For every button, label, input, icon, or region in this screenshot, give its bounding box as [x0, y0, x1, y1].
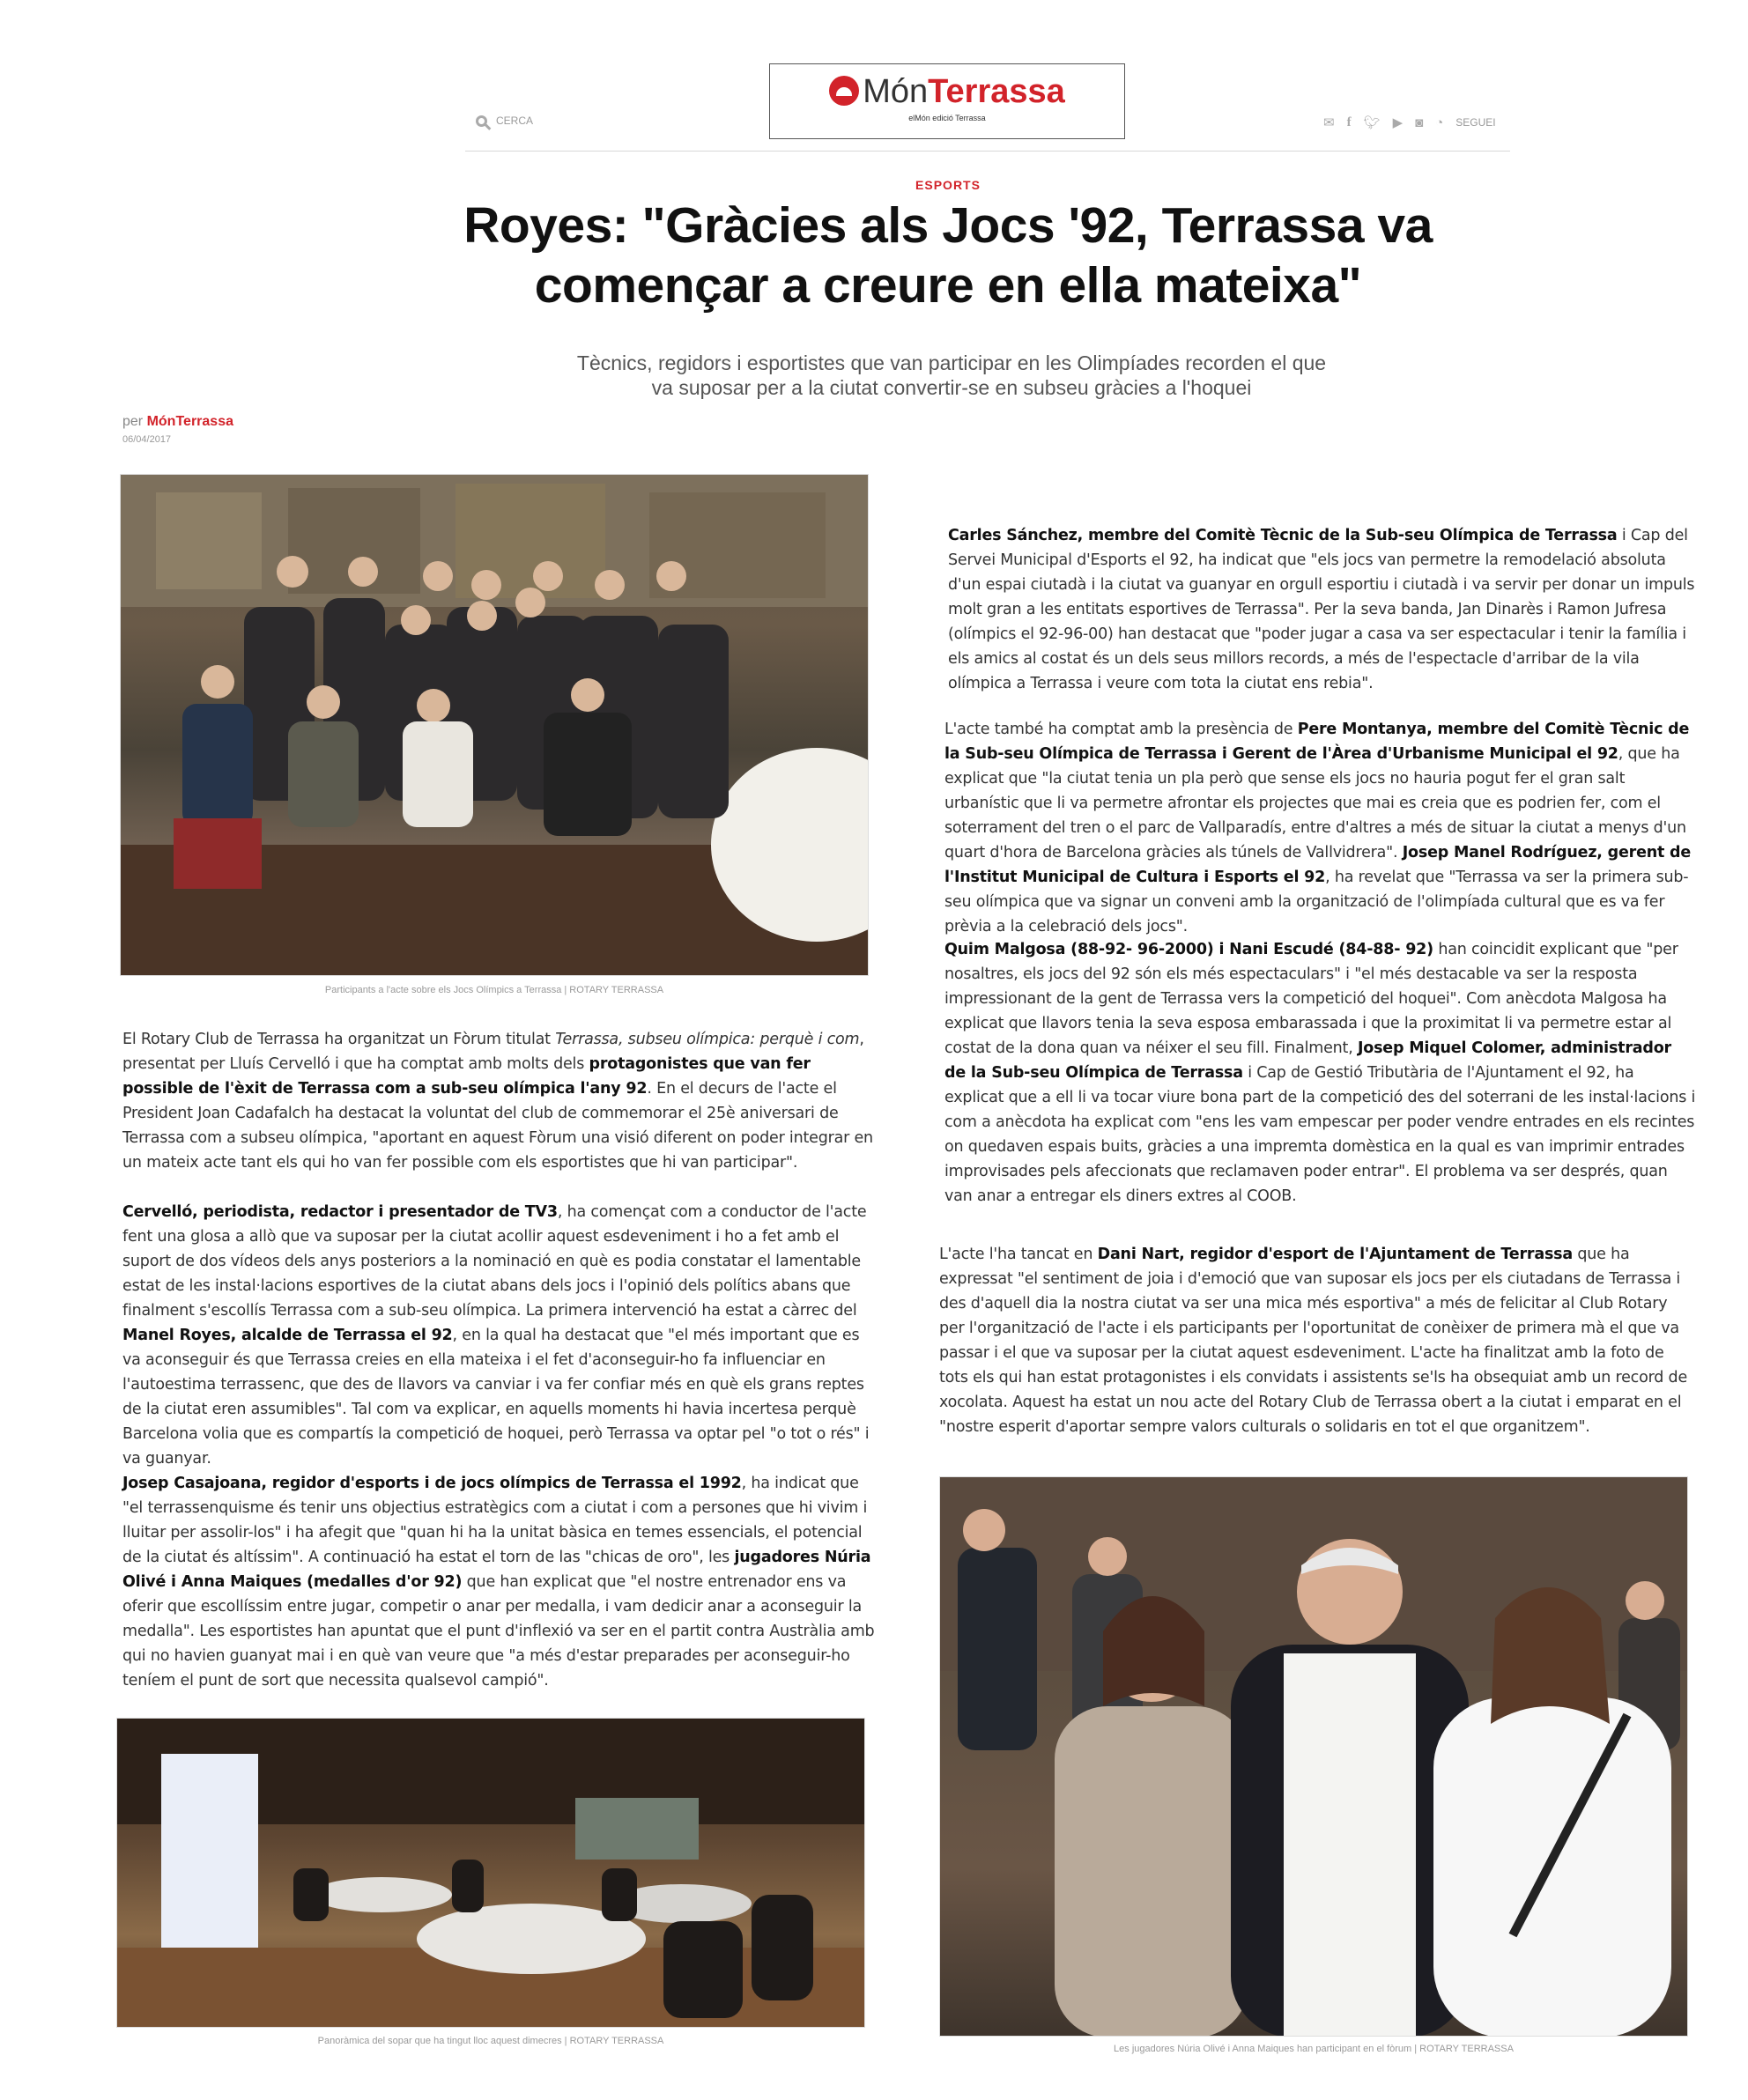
- dinner-panorama-illustration: [117, 1719, 865, 2028]
- facebook-icon[interactable]: f: [1346, 115, 1352, 129]
- site-logo[interactable]: [769, 63, 1125, 139]
- logo-subtitle: elMón edició Terrassa: [908, 114, 986, 122]
- article-title: Royes: "Gràcies als Jocs '92, Terrassa va començar a creure en ella mateixa": [463, 197, 1433, 314]
- youtube-icon[interactable]: ▶: [1392, 115, 1404, 130]
- follow-label[interactable]: SEGUEI: [1455, 116, 1496, 129]
- instagram-icon[interactable]: ◙: [1415, 115, 1424, 130]
- search-icon[interactable]: [476, 115, 487, 127]
- paragraph-montanya: L'acte també ha comptat amb la presència de Pere Montanya, membre del Comitè Tècnic de la Sub-seu Olímpica de Terrassa i Gerent de l'Àrea d'Urbanisme Municipal el 92, que ha explicat que "la ciutat tenia un pla però que sense els jocs no hauria pogut fer el gran salt urbanístic que li va permetre afrontar els projectes que mai es creia que es podrien fer, com el soterrament del tren o el parc de Vallparadís, entre d'altres a més de situar la ciutat a menys d'un quart d'hora de Barcelona gràcies als túnels de Vallvidrera". Josep Manel Rodríguez, gerent de l'Institut Municipal de Cultura i Esports el 92, ha revelat que "Terrassa va ser la primera sub-seu olímpica que va signar un conveni amb la organització de l'olimpíada cultural que es va fer prèvia a la celebració dels jocs".: [944, 721, 1692, 935]
- header-divider: [465, 151, 1510, 152]
- paragraph-intro: El Rotary Club de Terrassa ha organitzat un Fòrum titulat Terrassa, subseu olímpica: perquè i com, presentat per Lluís Cervelló i que ha comptat amb molts dels protagonistes que van fer possible de l'èxit de Terrassa com a sub-seu olímpica l'any 92. En el decurs de l'acte el President Joan Cadafalch ha destacat la voluntat del club de commemorar el 25è aniversari de Terrassa com a subseu olímpica, "aportant en aquest Fòrum una visió diferent on poder integrar en un mateix acte tant els qui ho van fer possible com els esportistes que hi van participar".: [122, 1031, 873, 1172]
- players-photo-illustration: [940, 1477, 1688, 2037]
- photo1-caption: Participants a l'acte sobre els Jocs Olímpics a Terrassa | ROTARY TERRASSA: [324, 985, 664, 995]
- group-photo: [120, 474, 869, 976]
- search-box[interactable]: [476, 115, 533, 127]
- byline: [122, 414, 233, 430]
- paragraph-casajoana: Josep Casajoana, regidor d'esports i de jocs olímpics de Terrassa el 1992, ha indicat que "el terrassenquisme és tenir uns objectius estratègics com a ciutat i com a persones que hi vivim i lluitar per assolir-los" i ha afegit que "quan hi ha la unitat bàsica en temes essencials, el potencial de la ciutat és altíssim". A continuació ha estat el torn de las "chicas de oro", les jugadores Núria Olivé i Anna Maiques (medalles d'or 92) que han explicat que "el nostre entrenador ens va oferir que escollíssim entre jugar, competir o anar per medalla, i vam dedicir anar a aconseguir la medalla". Les esportistes han apuntat que el punt d'inflexió va ser en el partit contra Austràlia amb qui no havien guanyat mai i en què van veure que "a més d'estar preparades per aconseguir-ho teníem el punt de sort que necessita qualsevol campió".: [122, 1475, 875, 1690]
- publish-date: 06/04/2017: [122, 434, 172, 445]
- dinner-panorama-photo: [116, 1718, 865, 2028]
- author-link[interactable]: MónTerrassa: [146, 414, 233, 429]
- rss-icon[interactable]: ◔: [1435, 115, 1444, 130]
- twitter-icon[interactable]: 🐦︎: [1363, 115, 1381, 130]
- article-subtitle: Tècnics, regidors i esportistes que van participar en les Olimpíades recorden el que va suposar per a la ciutat convertir-se en subseu gràcies a l'hoquei: [576, 351, 1327, 399]
- search-label[interactable]: CERCA: [496, 115, 534, 127]
- mail-icon[interactable]: ✉: [1323, 115, 1335, 130]
- category-label[interactable]: ESPORTS: [915, 178, 981, 192]
- photo3-caption: Les jugadores Núria Olivé i Anna Maiques han participant en el fòrum | ROTARY TERRASSA: [1114, 2044, 1514, 2054]
- logo-mark-icon: [829, 76, 859, 106]
- group-photo-illustration: [121, 475, 869, 976]
- byline-prefix: per: [122, 414, 144, 429]
- paragraph-nart: L'acte l'ha tancat en Dani Nart, regidor d'esport de l'Ajuntament de Terrassa que ha expressat "el sentiment de joia i d'emoció que van suposar els jocs per els ciutadans de Terrassa i des d'aquell dia la nostra ciutat va ser una mica més esportiva" a més de felicitar al Club Rotary per l'organització de l'acte i els participants per l'oportunitat de conèixer de primera mà el que va passar i el que va suposar per la ciutat aquest esdeveniment. L'acte ha finalitzat amb la foto de tots els qui han estat protagonistes i els convidats i assistents se'ls ha obsequiat amb un record de xocolata. Aquest ha estat un nou acte del Rotary Club de Terrassa obert a la ciutat i emparat en el "nostre esperit d'aportar sempre valors culturals o solidaris en tot el que organitzem".: [939, 1246, 1688, 1436]
- paragraph-malgosa: Quim Malgosa (88-92- 96-2000) i Nani Escudé (84-88- 92) han coincidit explicant que "per nosaltres, els jocs del 92 són els més espectaculars" i "el més destacable va ser la resposta impressionant de la gent de Terrassa vers la competició del hoquei". Com anècdota Malgosa ha explicat que llavors tenia la seva esposa embarassada i que la proximitat li va permetre estar al costat de la dona quan va néixer el seu fill. Finalment, Josep Miquel Colomer, administrador de la Sub-seu Olímpica de Terrassa i Cap de Gestió Tributària de l'Ajuntament el 92, ha explicat que a ell li va tocar viure bona part de la competició des del soterrani de les instal·lacions i com a anècdota ha explicat com "ens les vam empescar per poder vendre entrades en els recintes on quedaven espais buits, gràcies a una impremta domèstica en la qual es van imprimir entrades improvisades pels afeccionats que reclamaven poder entrar". El problema va ser després, quan van anar a entregar els diners extres al COOB.: [944, 941, 1696, 1205]
- logo-terrassa-text: Terrassa: [928, 73, 1065, 110]
- paragraph-sanchez: Carles Sánchez, membre del Comitè Tècnic de la Sub-seu Olímpica de Terrassa i Cap del Servei Municipal d'Esports el 92, ha indicat que "els jocs van permetre la remodelació absoluta d'un espai ciutadà i la ciutat va guanyar en orgull esportiu i ciutadà i va servir per donar un impuls molt gran a les entitats esportives de Terrassa". Per la seva banda, Jan Dinarès i Ramon Jufresa (olímpics el 92-96-00) han destacat que "poder jugar a casa va ser espectacular i tenir la família i els amics al costat és un dels seus millors records, a més de l'espectacle d'arribar de la vila olímpica a Terrassa i veure com tota la ciutat ens rebia".: [948, 527, 1695, 692]
- social-links: [1323, 115, 1496, 130]
- players-photo: [939, 1476, 1688, 2037]
- paragraph-cervello: Cervelló, periodista, redactor i presentador de TV3, ha començat com a conductor de l'acte fent una glosa a allò que va suposar per la ciutat acollir aquest esdeveniment i ho a fet amb el suport de dos vídeos dels anys posteriors a la nominació en què es podia constatar el lamentable estat de les instal·lacions esportives de la ciutat abans dels jocs i l'opinió dels polítics abans que finalment s'escollís Terrassa com a sub-seu olímpica. La primera intervenció ha estat a càrrec del Manel Royes, alcalde de Terrassa el 92, en la qual ha destacat que "el més important que es va aconseguir és que Terrassa creies en ella mateixa i el fet d'aconseguir-ho fa influenciar en l'autoestima terrassenc, que des de llavors va canviar i va fer confiar més en què els grans reptes de la ciutat eren assumibles". Tal com va explicar, en aquells moments hi havia incertesa perquè Barcelona volia que es compartís la competició de hoquei, però Terrassa va optar pel "o tot o rés" i va guanyar.: [122, 1203, 870, 1468]
- photo2-caption: Panoràmica del sopar que ha tingut lloc aquest dimecres | ROTARY TERRASSA: [317, 2036, 664, 2046]
- logo-mon-text: Món: [863, 73, 929, 110]
